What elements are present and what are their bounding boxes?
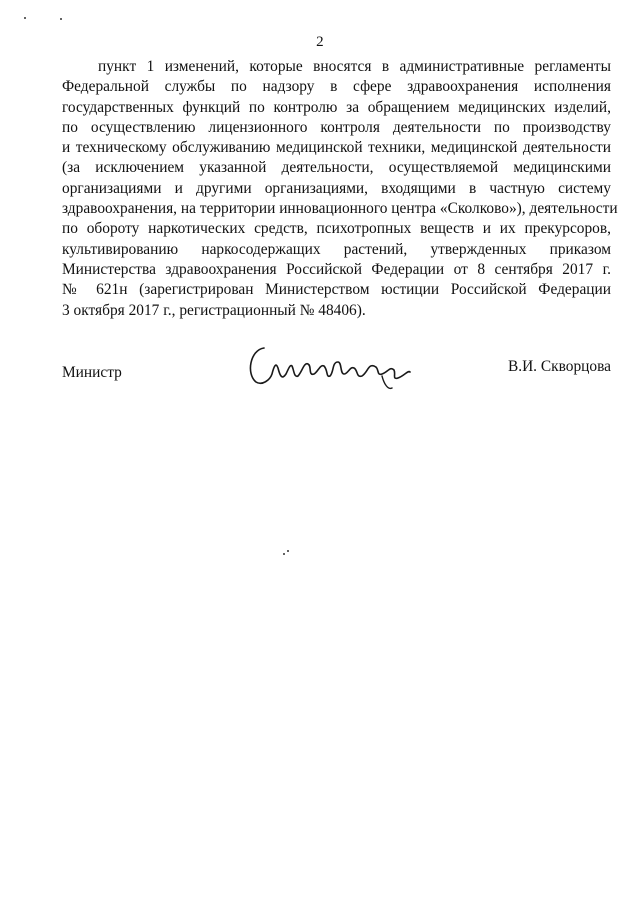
text-line: № 621н (зарегистрирован Министерством юстиции Российской Федерации [62, 281, 611, 299]
text-line: (за исключением указанной деятельности, осуществляемой медицинскими [62, 159, 611, 177]
handwritten-signature-icon [242, 340, 422, 400]
signer-name: В.И. Скворцова [507, 358, 611, 375]
text-line: здравоохранения, на территории инновационного центра «Сколково»), деятельности [62, 200, 618, 218]
scan-artifact [60, 18, 62, 20]
text-line: организациями и другими организациями, входящими в частную систему [62, 179, 611, 197]
signer-position: Министр [62, 364, 122, 381]
signature-block [62, 340, 611, 400]
scan-artifact [287, 550, 289, 552]
text-line: и техническому обслуживанию медицинской техники, медицинской деятельности [62, 139, 611, 157]
scan-artifact [24, 17, 26, 19]
scan-artifact [283, 553, 285, 555]
text-line: культивированию наркосодержащих растений, утвержденных приказом [62, 240, 611, 258]
body-paragraph [62, 57, 618, 321]
text-line: по осуществлению лицензионного контроля деятельности по производству [62, 118, 611, 136]
text-line: Министерства здравоохранения Российской Федерации от 8 сентября 2017 г. [62, 260, 611, 278]
text-line: 3 октября 2017 г., регистрационный № 48406). [62, 301, 366, 319]
text-line: Федеральной службы по надзору в сфере здравоохранения исполнения [62, 78, 611, 96]
text-line: государственных функций по контролю за обращением медицинских изделий, [62, 98, 611, 116]
text-line: по обороту наркотических средств, психотропных веществ и их прекурсоров, [62, 220, 611, 238]
page-number: 2 [316, 34, 324, 50]
text-line: пункт 1 изменений, которые вносятся в административные регламенты [98, 58, 611, 75]
